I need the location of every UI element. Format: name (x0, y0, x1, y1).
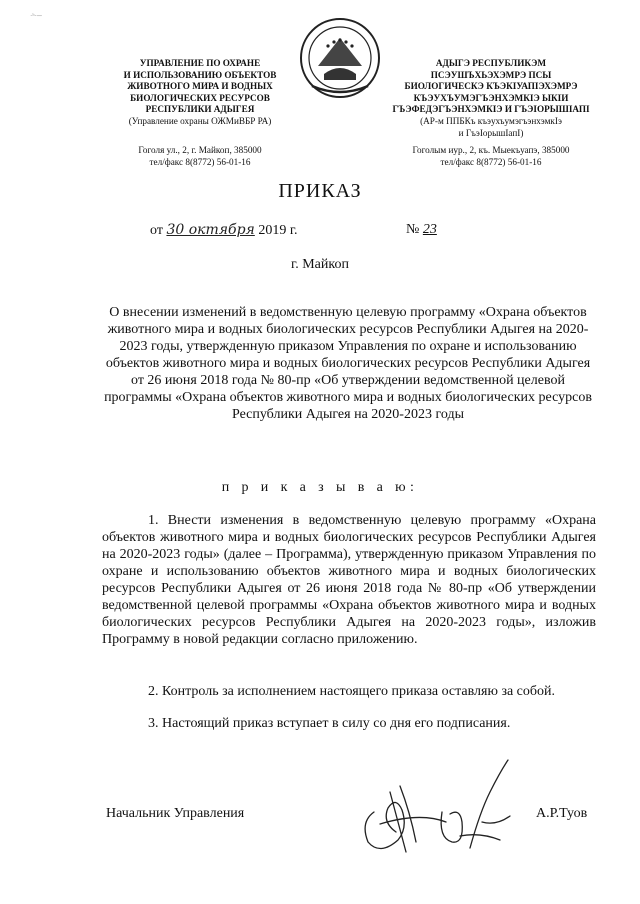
order-number-line (406, 222, 437, 238)
handwritten-number: 23 (422, 222, 437, 237)
left-org-header (104, 58, 296, 128)
right-org-line: ГЪЭФЕДЭГЪЭНХЭМКIЭ И ГЪЭIОРЫШIАПI (392, 104, 590, 115)
handwritten-date: 30 октября (166, 222, 255, 238)
right-short-line: и ГъэIорышIапI) (458, 127, 524, 138)
left-address-block (104, 145, 296, 168)
right-address: Гоголым иур., 2, къ. Мыекъуапэ, 385000 (412, 145, 570, 155)
handwritten-signature-icon (350, 752, 530, 862)
left-address: Гоголя ул., 2, г. Майкоп, 385000 (138, 145, 262, 155)
republic-emblem-icon (298, 16, 382, 100)
right-org-line: БИОЛОГИЧЕСКЭ КЪЭКIУАПIЭХЭМРЭ (404, 81, 578, 92)
scan-corner-mark: ·ʰ·─ (30, 12, 42, 20)
right-org-line: ПСЭУШЪХЬЭХЭМРЭ ПСЫ (430, 69, 552, 80)
right-org-line: АДЫГЭ РЕСПУБЛИКЭМ (435, 58, 547, 68)
right-org-header (378, 58, 604, 139)
left-org-line: РЕСПУБЛИКИ АДЫГЕЯ (145, 104, 255, 115)
right-address-block (378, 145, 604, 168)
left-org-line: ЖИВОТНОГО МИРА И ВОДНЫХ (127, 81, 273, 92)
order-paragraph-2: 2. Контроль за исполнением настоящего приказа оставляю за собой. (148, 684, 556, 699)
right-short-line: (АР-м ППБКъ къэухъумэгъэнхэмкIэ (420, 115, 562, 126)
left-org-line: УПРАВЛЕНИЕ ПО ОХРАНЕ (139, 58, 261, 68)
right-phone: тел/факс 8(8772) 56-01-16 (440, 156, 542, 167)
date-prefix: от (150, 223, 163, 238)
signer-name: А.Р.Туов (536, 806, 588, 821)
left-phone: тел/факс 8(8772) 56-01-16 (149, 156, 251, 167)
signer-position: Начальник Управления (106, 806, 245, 821)
order-paragraph-3: 3. Настоящий приказ вступает в силу со дня его подписания. (148, 716, 511, 731)
order-paragraph-1: 1. Внести изменения в ведомственную целевую программу «Охрана объектов животного мира и водных биологических ресурсов Республики Адыгея на 2020-2023 годы» (далее – Программа), утвержденную приказом Управления по охране и использованию объектов животного мира и водных биологических ресурсов Республики Адыгея от 26 июня 2018 года № 80-пр «Об утверждении ведомственной целевой программы «Охрана объектов животного мира и водных биологических ресурсов Республики Адыгея на 2020-2023 годы», изложив Программу в новой редакции согласно приложению. (102, 513, 596, 647)
left-short-name: (Управление охраны ОЖМиВБР РА) (128, 115, 272, 126)
left-org-line: БИОЛОГИЧЕСКИХ РЕСУРСОВ (130, 92, 270, 103)
document-title: ПРИКАЗ (278, 180, 362, 202)
order-date-line (150, 222, 297, 239)
left-org-line: И ИСПОЛЬЗОВАНИЮ ОБЪЕКТОВ (123, 69, 277, 80)
order-word: п р и к а з ы в а ю: (221, 480, 419, 495)
order-subject: О внесении изменений в ведомственную целевую программу «Охрана объектов животного мира и водных биологических ресурсов Республики Адыгея на 2020-2023 годы, утвержденную приказом Управления по охране и использованию объектов животного мира и водных биологических ресурсов Республики Адыгея от 26 июня 2018 года № 80-пр «Об утверждении ведомственной целевой программы «Охрана объектов животного мира и водных биологических ресурсов Республики Адыгея на 2020-2023 годы (104, 305, 592, 422)
city-line: г. Майкоп (291, 257, 349, 272)
right-org-line: КЪЭУХЪУМЭГЪЭНХЭМКIЭ ЫКIИ (413, 92, 569, 103)
date-suffix: 2019 г. (258, 223, 298, 238)
number-prefix: № (406, 222, 420, 237)
